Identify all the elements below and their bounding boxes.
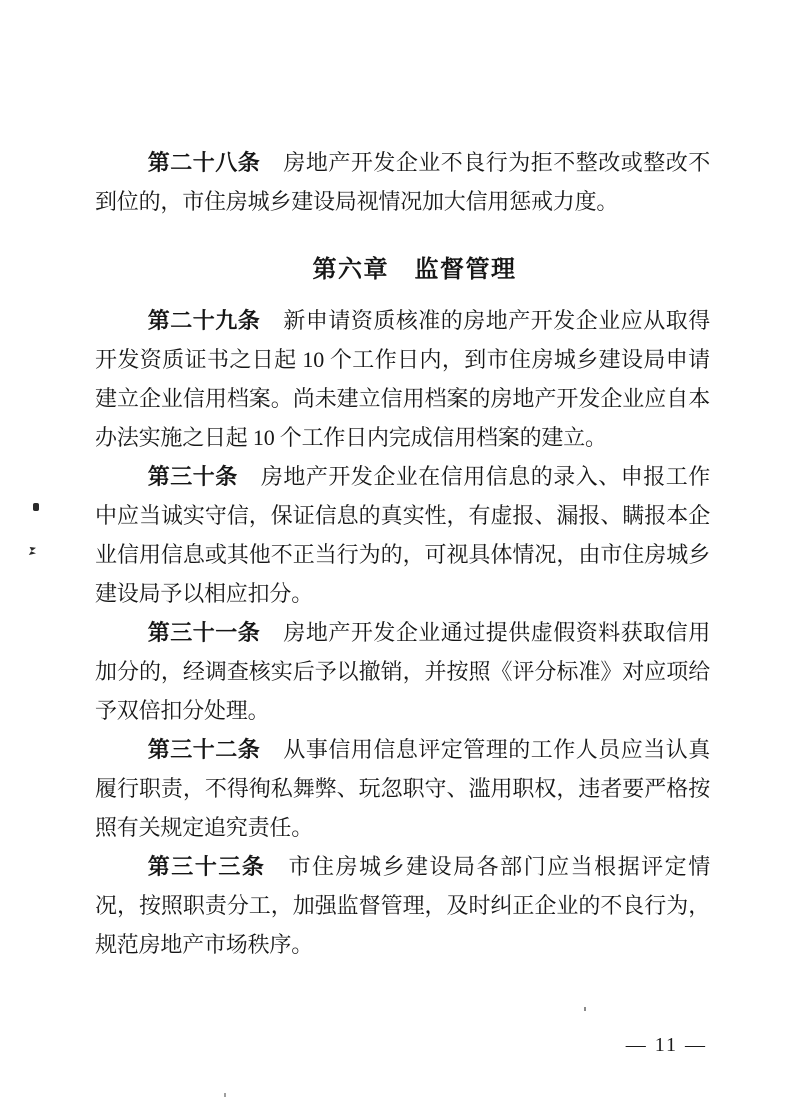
article-paragraph — [95, 613, 710, 730]
article-text: 房地产开发企业不良行为拒不整改或整改不到位的，市住房城乡建设局视情况加大信用惩戒力度。 — [95, 150, 710, 214]
article-text: 市住房城乡建设局各部门应当根据评定情况，按照职责分工，加强监督管理，及时纠正企业的不良行为，规范房地产市场秩序。 — [95, 854, 710, 957]
article-text: 从事信用信息评定管理的工作人员应当认真履行职责，不得徇私舞弊、玩忽职守、滥用职权，违者要严格按照有关规定追究责任。 — [95, 737, 710, 840]
article-number-label: 第三十二条 — [147, 737, 261, 762]
article-text: 新申请资质核准的房地产开发企业应从取得开发资质证书之日起 10 个工作日内，到市住房城乡建设局申请建立企业信用档案。尚未建立信用档案的房地产开发企业应自本办法实施之日起 10 个工作日内完成信用档案的建立。 — [95, 308, 710, 450]
article-number-label: 第三十条 — [147, 464, 238, 489]
article-paragraph — [95, 301, 710, 457]
article-paragraph — [95, 457, 710, 613]
scan-speck — [224, 1093, 226, 1097]
article-paragraph — [95, 143, 710, 221]
article-number-label: 第三十一条 — [147, 620, 261, 645]
article-text: 房地产开发企业通过提供虚假资料获取信用加分的，经调查核实后予以撤销，并按照《评分标准》对应项给予双倍扣分处理。 — [95, 620, 710, 723]
article-paragraph — [95, 847, 710, 964]
page-number: — 11 — — [625, 1034, 707, 1056]
scan-speck — [584, 1007, 586, 1011]
article-number-label: 第二十八条 — [147, 150, 261, 175]
article-number-label: 第二十九条 — [147, 308, 261, 333]
chapter-heading: 第六章 监督管理 — [312, 257, 517, 283]
scan-speck — [33, 503, 39, 511]
article-paragraph — [95, 730, 710, 847]
article-number-label: 第三十三条 — [147, 854, 266, 879]
article-text: 房地产开发企业在信用信息的录入、申报工作中应当诚实守信，保证信息的真实性，有虚报、漏报、瞒报本企业信用信息或其他不正当行为的，可视具体情况，由市住房城乡建设局予以相应扣分。 — [95, 464, 710, 606]
document-body — [95, 143, 710, 964]
scan-speck — [28, 547, 36, 555]
